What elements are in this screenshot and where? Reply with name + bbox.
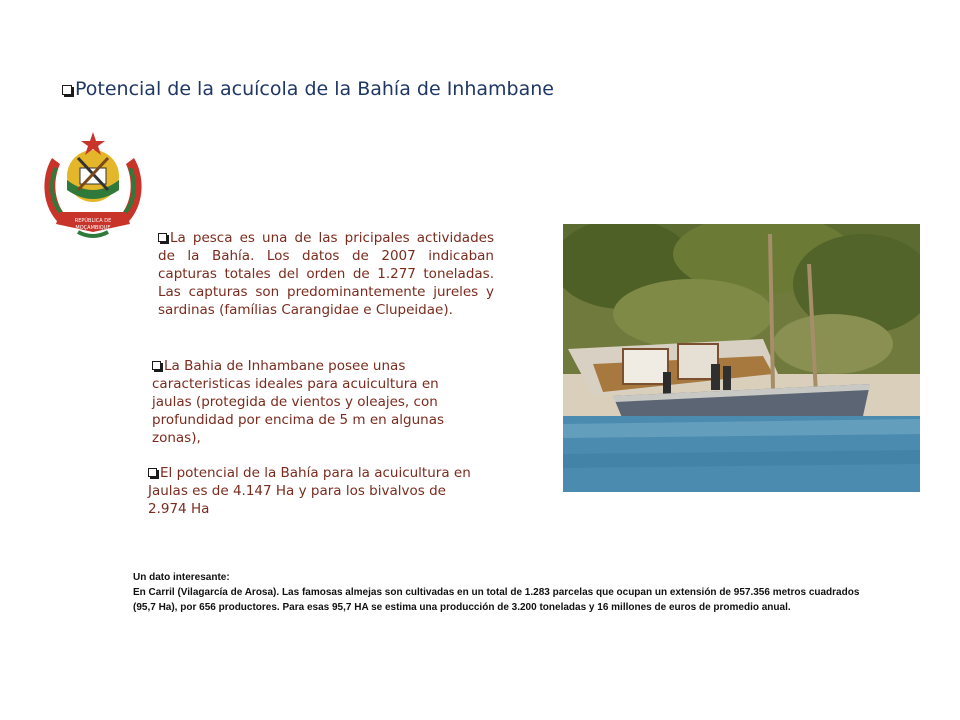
paragraph-bay-characteristics bbox=[152, 357, 482, 447]
checkbox-bullet-icon bbox=[62, 85, 72, 95]
page-title bbox=[62, 78, 554, 100]
fishing-boat-photo bbox=[563, 224, 920, 492]
checkbox-bullet-icon bbox=[152, 361, 161, 370]
checkbox-bullet-icon bbox=[148, 468, 157, 477]
svg-text:REPÚBLICA DE: REPÚBLICA DE bbox=[74, 218, 112, 224]
paragraph-fishing-text: La pesca es una de las pricipales actividades de la Bahía. Los datos de 2007 indicaban capturas totales del orden de 1.277 toneladas. Las capturas son predominantemente jureles y sardinas (famílias Carangidae e Clupeidae). bbox=[158, 230, 494, 318]
paragraph-bay-characteristics-text: La Bahia de Inhambane posee unas caracteristicas ideales para acuicultura en jaulas (protegida de vientos y oleajes, con profundidad por encima de 5 m en algunas zonas), bbox=[152, 358, 445, 446]
paragraph-potential bbox=[148, 464, 484, 518]
paragraph-fishing bbox=[158, 229, 494, 319]
page-title-text: Potencial de la acuícola de la Bahía de Inhambane bbox=[75, 78, 554, 100]
paragraph-potential-text: El potencial de la Bahía para la acuicultura en Jaulas es de 4.147 Ha y para los bivalvos de 2.974 Ha bbox=[148, 465, 471, 517]
mozambique-coat-of-arms-icon bbox=[38, 128, 148, 240]
svg-text:MOÇAMBIQUE: MOÇAMBIQUE bbox=[75, 225, 111, 231]
interesting-fact-note bbox=[133, 570, 863, 615]
note-heading: Un dato interesante: bbox=[133, 572, 230, 583]
checkbox-bullet-icon bbox=[158, 233, 167, 242]
note-text: En Carril (Vilagarcía de Arosa). Las famosas almejas son cultivadas en un total de 1.283 parcelas que ocupan un extensión de 957.356 metros cuadrados (95,7 Ha), por 656 productores. Para esas 95,7 HA se estima una producción de 3.200 toneladas y 16 millones de euros de promedio anual. bbox=[133, 587, 860, 613]
